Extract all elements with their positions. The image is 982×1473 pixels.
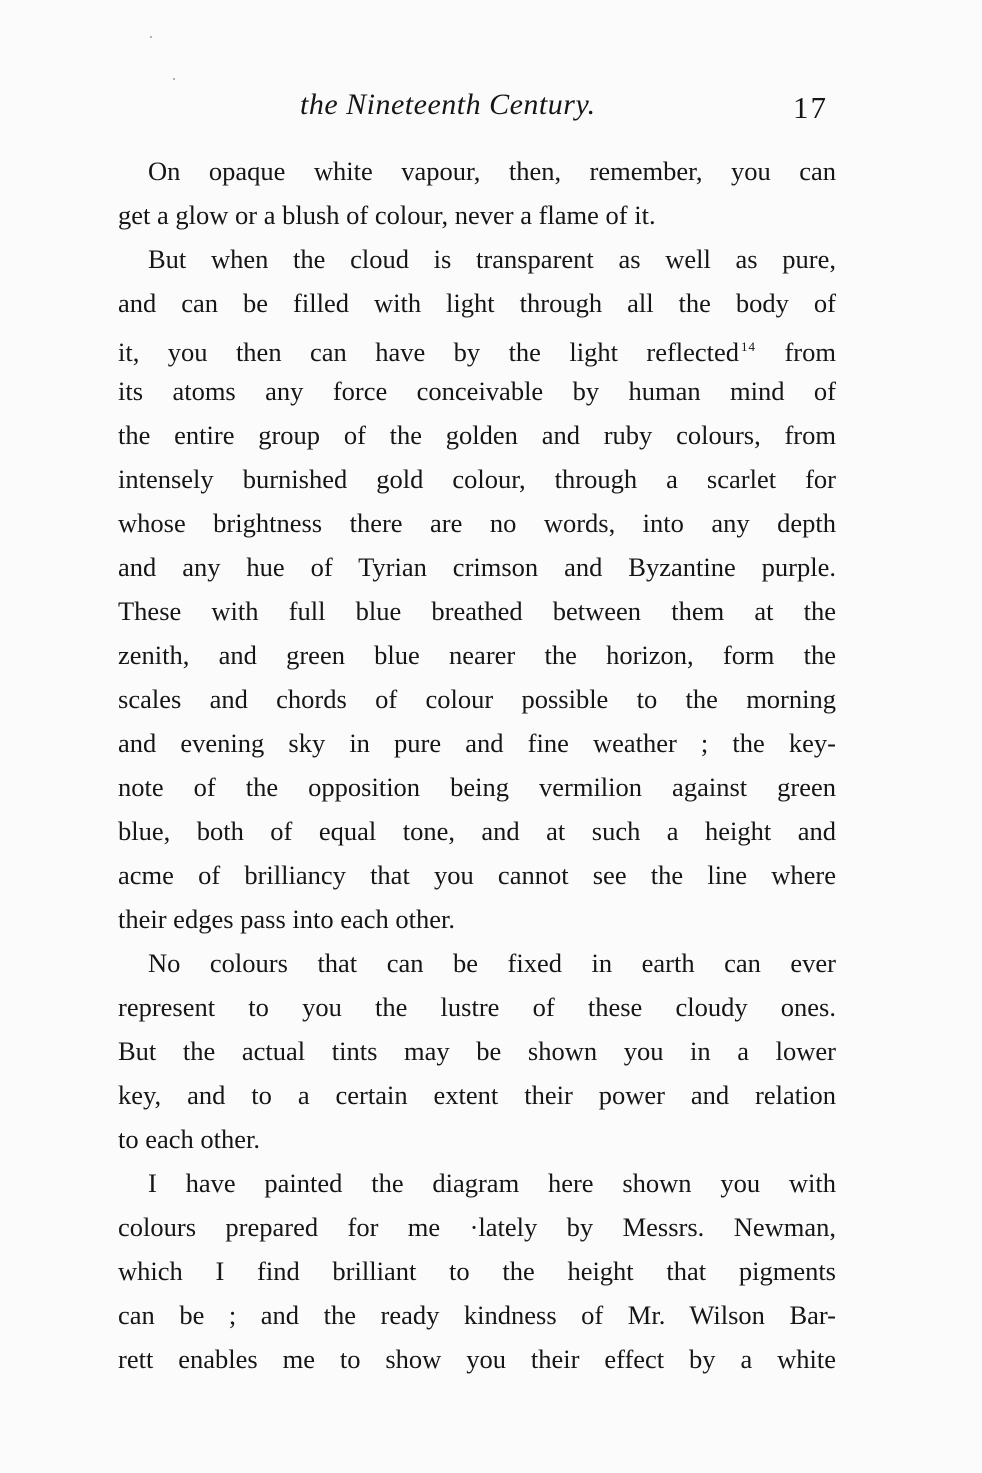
running-head: the Nineteenth Century. xyxy=(300,88,596,121)
text-line xyxy=(118,1337,836,1381)
text-line xyxy=(118,149,836,193)
text-line xyxy=(118,1029,836,1073)
text-line xyxy=(118,501,836,545)
line-text: and can be filled with light through all the body of xyxy=(118,288,836,318)
line-text: intensely burnished gold colour, through a scarlet for xyxy=(118,464,836,494)
paper-speck xyxy=(150,36,152,38)
line-text: their edges pass into each other. xyxy=(118,904,456,934)
text-line xyxy=(118,325,836,369)
line-text: get a glow or a blush of colour, never a flame of it. xyxy=(118,200,656,230)
text-line xyxy=(118,941,836,985)
text-line xyxy=(118,457,836,501)
line-text: colours prepared for me ·lately by Messrs. Newman, xyxy=(118,1212,836,1242)
paper-speck xyxy=(173,78,175,80)
line-text: zenith, and green blue nearer the horizon, form the xyxy=(118,640,836,670)
body-text xyxy=(118,149,836,1381)
text-line xyxy=(118,369,836,413)
text-line xyxy=(118,1293,836,1337)
line-text: These with full blue breathed between them at the xyxy=(118,596,836,626)
text-line xyxy=(118,1249,836,1293)
text-line xyxy=(118,633,836,677)
text-line xyxy=(118,281,836,325)
text-line xyxy=(118,589,836,633)
text-line xyxy=(118,765,836,809)
line-text: blue, both of equal tone, and at such a height and xyxy=(118,816,836,846)
line-text: represent to you the lustre of these cloudy ones. xyxy=(118,992,836,1022)
text-line xyxy=(118,677,836,721)
text-line xyxy=(118,897,836,941)
text-line xyxy=(118,853,836,897)
text-line xyxy=(118,721,836,765)
page-number: 17 xyxy=(793,90,828,125)
line-text: whose brightness there are no words, into any depth xyxy=(118,508,836,538)
text-line xyxy=(118,1117,836,1161)
line-text: can be ; and the ready kindness of Mr. Wilson Bar- xyxy=(118,1300,836,1330)
line-text: to each other. xyxy=(118,1124,261,1154)
line-text: On opaque white vapour, then, remember, you can xyxy=(148,156,836,186)
text-line xyxy=(118,809,836,853)
line-text: scales and chords of colour possible to the morning xyxy=(118,684,836,714)
text-line xyxy=(118,1073,836,1117)
text-line xyxy=(118,985,836,1029)
line-text: its atoms any force conceivable by human mind of xyxy=(118,376,836,406)
line-text: But the actual tints may be shown you in a lower xyxy=(118,1036,836,1066)
line-text: No colours that can be fixed in earth can ever xyxy=(148,948,836,978)
text-line xyxy=(118,193,836,237)
line-text: But when the cloud is transparent as well as pure, xyxy=(148,244,836,274)
line-text: key, and to a certain extent their power and relation xyxy=(118,1080,836,1110)
text-line xyxy=(118,237,836,281)
line-text: and any hue of Tyrian crimson and Byzantine purple. xyxy=(118,552,836,582)
line-text: rett enables me to show you their effect by a white xyxy=(118,1344,836,1374)
text-line xyxy=(118,545,836,589)
text-line xyxy=(118,413,836,457)
text-line xyxy=(118,1205,836,1249)
line-text: which I find brilliant to the height that pigments xyxy=(118,1256,836,1286)
line-text: it, you then can have by the light reflected xyxy=(118,337,740,367)
line-text: and evening sky in pure and fine weather ; the key- xyxy=(118,728,836,758)
line-text: the entire group of the golden and ruby colours, from xyxy=(118,420,836,450)
line-text-continued: from xyxy=(756,337,836,367)
line-text: acme of brilliancy that you cannot see the line where xyxy=(118,860,836,890)
text-line xyxy=(118,1161,836,1205)
footnote-marker: 14 xyxy=(741,339,757,354)
line-text: note of the opposition being vermilion against green xyxy=(118,772,836,802)
line-text: I have painted the diagram here shown you with xyxy=(148,1168,836,1198)
